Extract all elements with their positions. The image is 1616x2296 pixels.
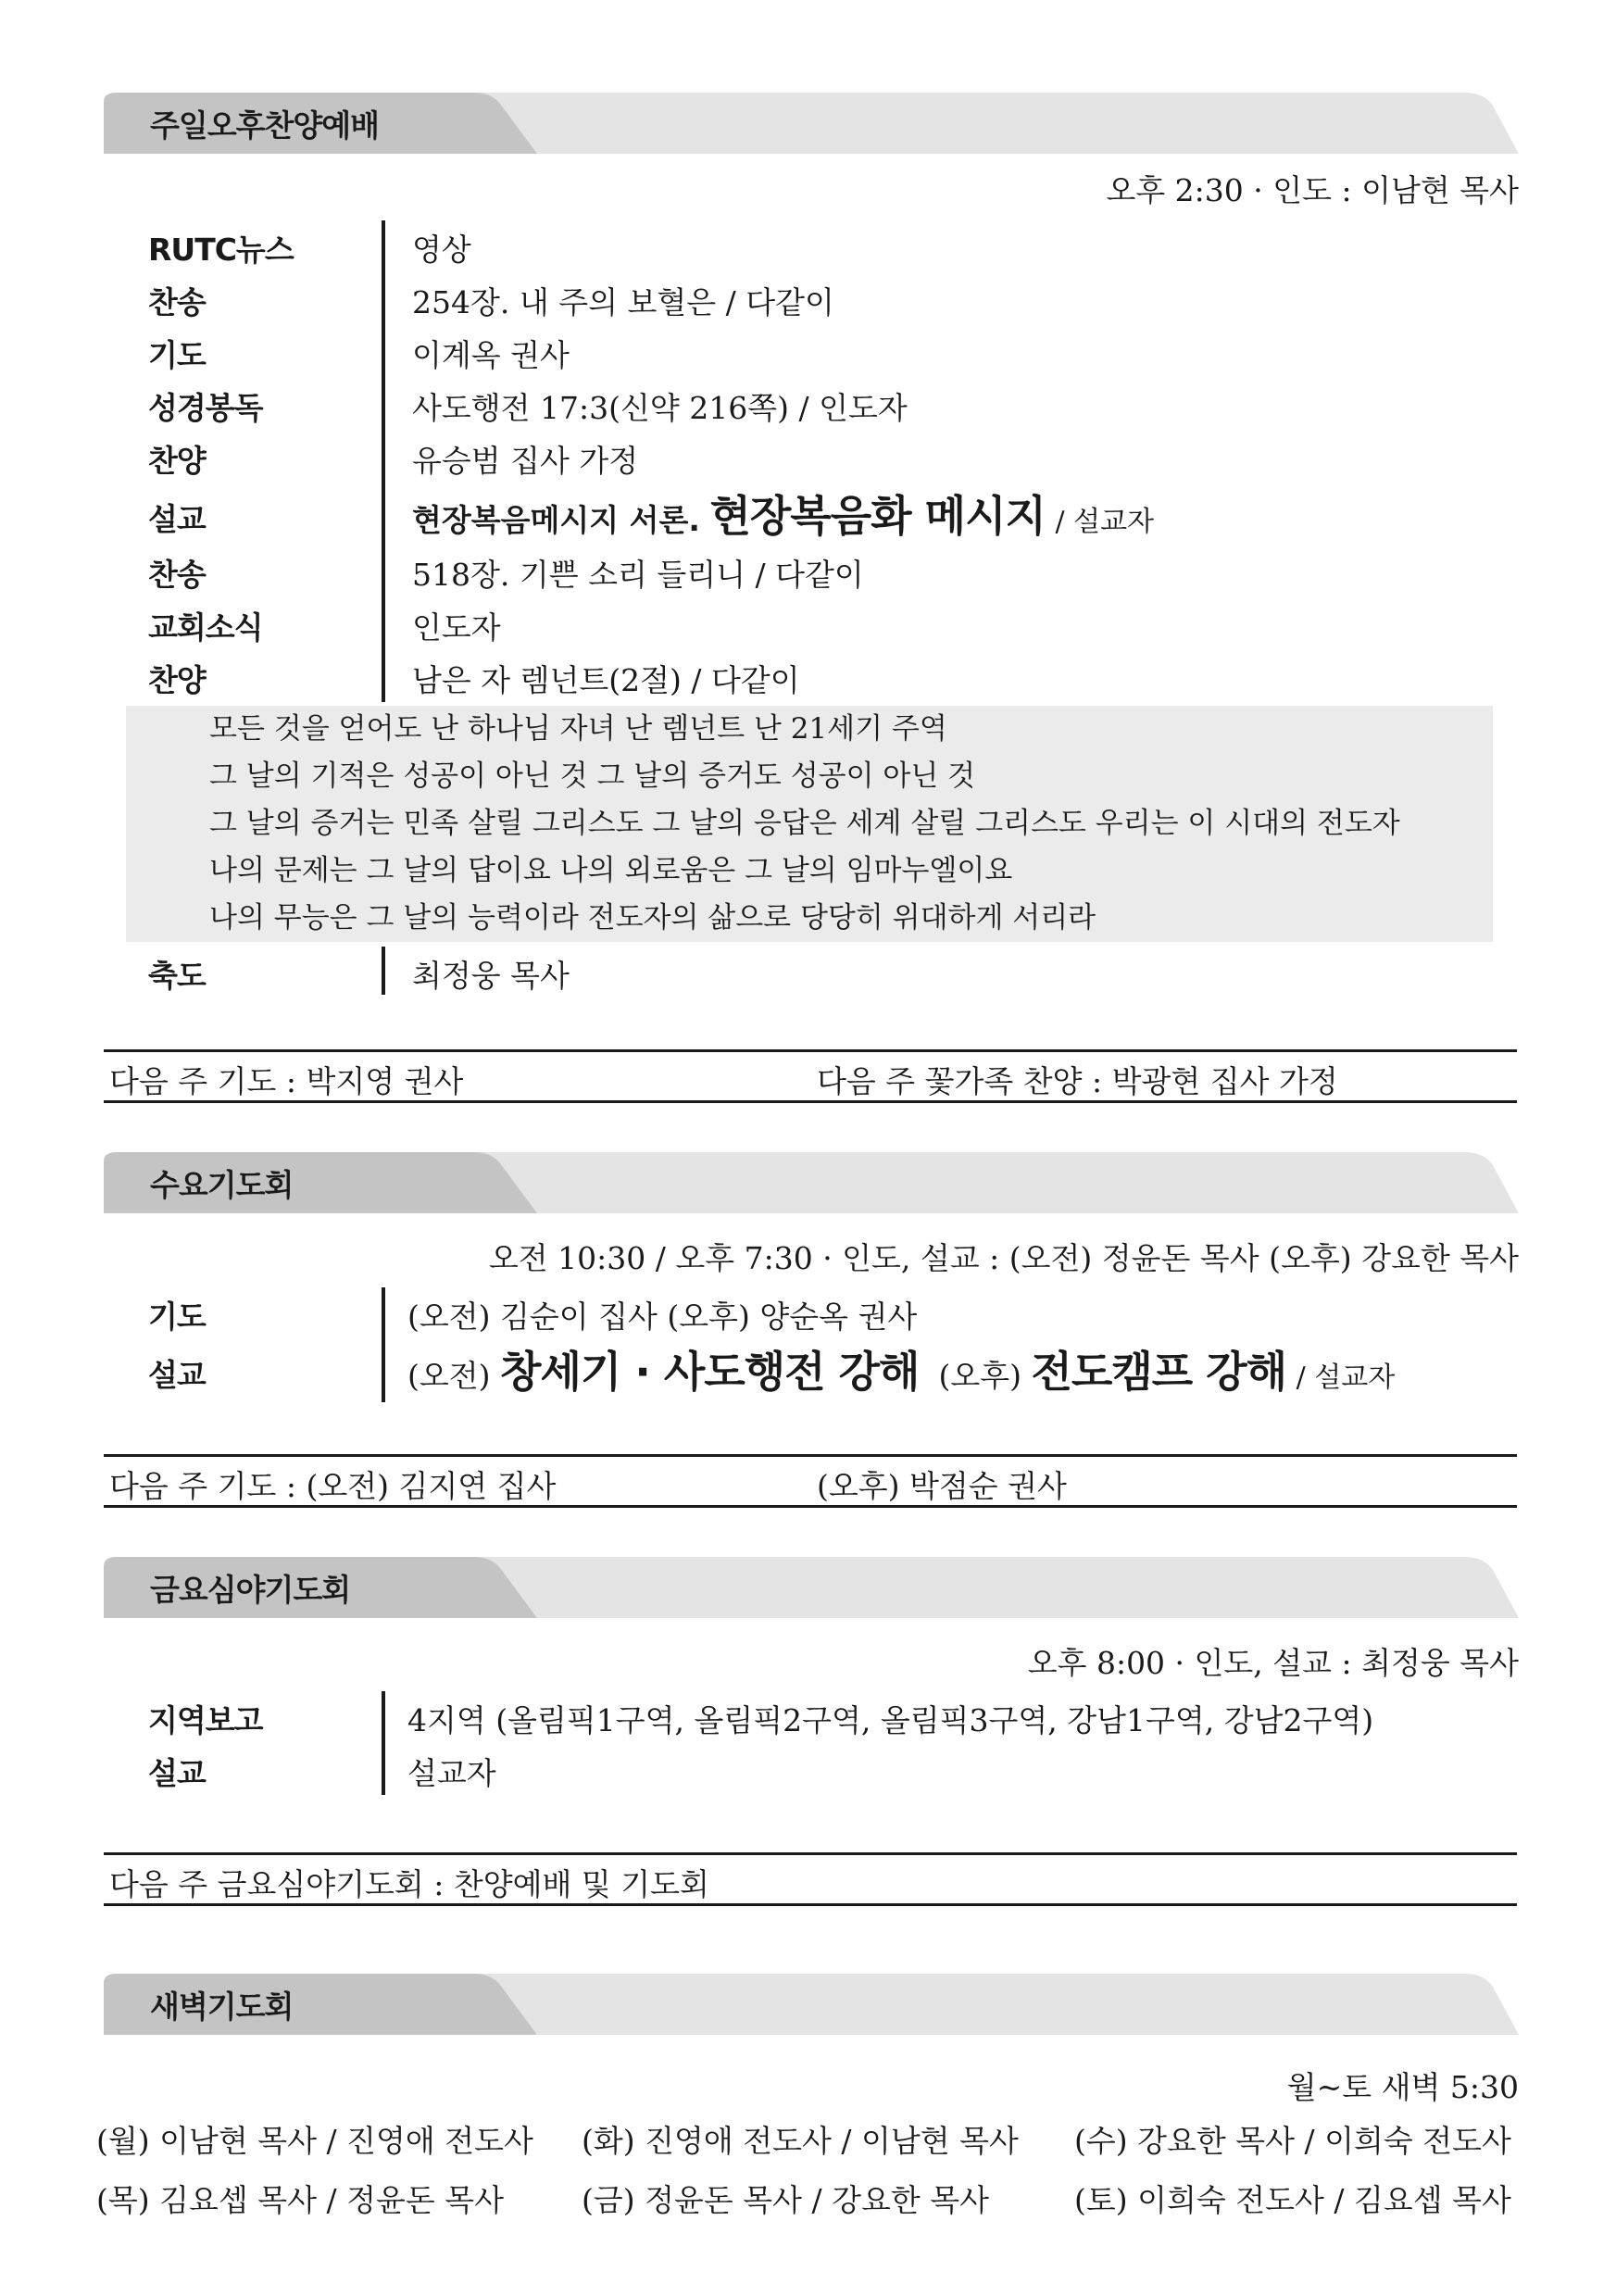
- section-title: 새벽기도회: [150, 1989, 294, 2025]
- sermon-title-am: 창세기 · 사도행전 강해: [500, 1347, 920, 1397]
- dawn-schedule-item: (토) 이희숙 전도사 / 김요셉 목사: [1074, 2182, 1511, 2218]
- order-row-sermon: 설교 현장복음메시지 서론. 현장복음화 메시지 / 설교자: [148, 491, 1155, 541]
- time-line: 월~토 새벽 5:30: [1286, 2069, 1519, 2105]
- next-week-box: [104, 1454, 1517, 1508]
- time-line: 오후 2:30 · 인도 : 이남현 목사: [1106, 172, 1519, 208]
- order-row: 찬양 유승범 집사 가정: [148, 443, 639, 479]
- section-title: 금요심야기도회: [150, 1572, 351, 1608]
- sermon-title: 현장복음화 메시지: [709, 491, 1046, 541]
- dawn-schedule-item: (금) 정윤돈 목사 / 강요한 목사: [582, 2182, 989, 2218]
- sermon-title-pm: 전도캠프 강해: [1031, 1347, 1287, 1397]
- lyric-line: 나의 문제는 그 날의 답이요 나의 외로움은 그 날의 임마누엘이요: [209, 854, 1013, 887]
- order-row: 찬송 518장. 기쁜 소리 들리니 / 다같이: [148, 557, 864, 593]
- order-row: 찬양 남은 자 렘넌트(2절) / 다같이: [148, 662, 800, 698]
- lyrics-box: [126, 706, 1493, 942]
- next-flower: 다음 주 꽃가족 찬양 : 박광현 집사 가정: [817, 1063, 1338, 1099]
- next-friday: 다음 주 금요심야기도회 : 찬양예배 및 기도회: [109, 1866, 709, 1902]
- order-row: 지역보고 4지역 (올림픽1구역, 올림픽2구역, 올림픽3구역, 강남1구역, 강남2구역): [148, 1702, 1374, 1738]
- next-prayer-am: 다음 주 기도 : (오전) 김지연 집사: [109, 1468, 557, 1504]
- wednesday-order: [148, 1286, 1445, 1399]
- friday-order: [148, 1689, 1445, 1795]
- next-prayer: 다음 주 기도 : 박지영 권사: [109, 1063, 464, 1099]
- lyric-line: 나의 무능은 그 날의 능력이라 전도자의 삶으로 당당히 위대하게 서리라: [209, 901, 1096, 935]
- order-row: RUTC뉴스 영상: [148, 232, 471, 268]
- section-header-sunday: [104, 89, 1519, 154]
- order-row: 찬송 254장. 내 주의 보혈은 / 다같이: [148, 284, 834, 320]
- section-header-wednesday: [104, 1148, 1519, 1213]
- next-prayer-pm: (오후) 박점순 권사: [817, 1468, 1067, 1504]
- sermon-series: 현장복음메시지 서론.: [412, 502, 700, 538]
- dawn-schedule-item: (수) 강요한 목사 / 이희숙 전도사: [1074, 2123, 1511, 2159]
- order-row: 설교 설교자: [148, 1755, 496, 1791]
- lyric-line: 그 날의 증거는 민족 살릴 그리스도 그 날의 응답은 세계 살릴 그리스도 우리는 이 시대의 전도자: [209, 807, 1400, 840]
- section-title: 수요기도회: [150, 1167, 294, 1203]
- dawn-schedule-item: (목) 김요셉 목사 / 정윤돈 목사: [96, 2182, 504, 2218]
- order-row-sermon: 설교 (오전) 창세기 · 사도행전 강해 (오후) 전도캠프 강해 / 설교자: [148, 1347, 1396, 1397]
- benediction: 축도 최정웅 목사: [148, 945, 1445, 997]
- section-header-dawn: [104, 1970, 1519, 2035]
- sunday-order: [148, 219, 1445, 702]
- order-row: 기도 이계옥 권사: [148, 337, 570, 373]
- order-row: 교회소식 인도자: [148, 609, 501, 646]
- time-line: 오후 8:00 · 인도, 설교 : 최정웅 목사: [1027, 1645, 1519, 1681]
- next-week-box: [104, 1049, 1517, 1103]
- dawn-schedule-item: (화) 진영애 전도사 / 이남현 목사: [582, 2123, 1019, 2159]
- order-row: 기도 (오전) 김순이 집사 (오후) 양순옥 권사: [148, 1299, 918, 1335]
- lyric-line: 모든 것을 얻어도 난 하나님 자녀 난 렘넌트 난 21세기 주역: [209, 712, 947, 746]
- order-row: 성경봉독 사도행전 17:3(신약 216쪽) / 인도자: [148, 390, 908, 426]
- dawn-schedule-item: (월) 이남현 목사 / 진영애 전도사: [96, 2123, 533, 2159]
- lyric-line: 그 날의 기적은 성공이 아닌 것 그 날의 증거도 성공이 아닌 것: [209, 759, 976, 793]
- time-line: 오전 10:30 / 오후 7:30 · 인도, 설교 : (오전) 정윤돈 목사 (오후) 강요한 목사: [488, 1240, 1519, 1276]
- section-title: 주일오후찬양예배: [150, 107, 380, 144]
- section-header-friday: [104, 1553, 1519, 1618]
- next-week-box: [104, 1852, 1517, 1906]
